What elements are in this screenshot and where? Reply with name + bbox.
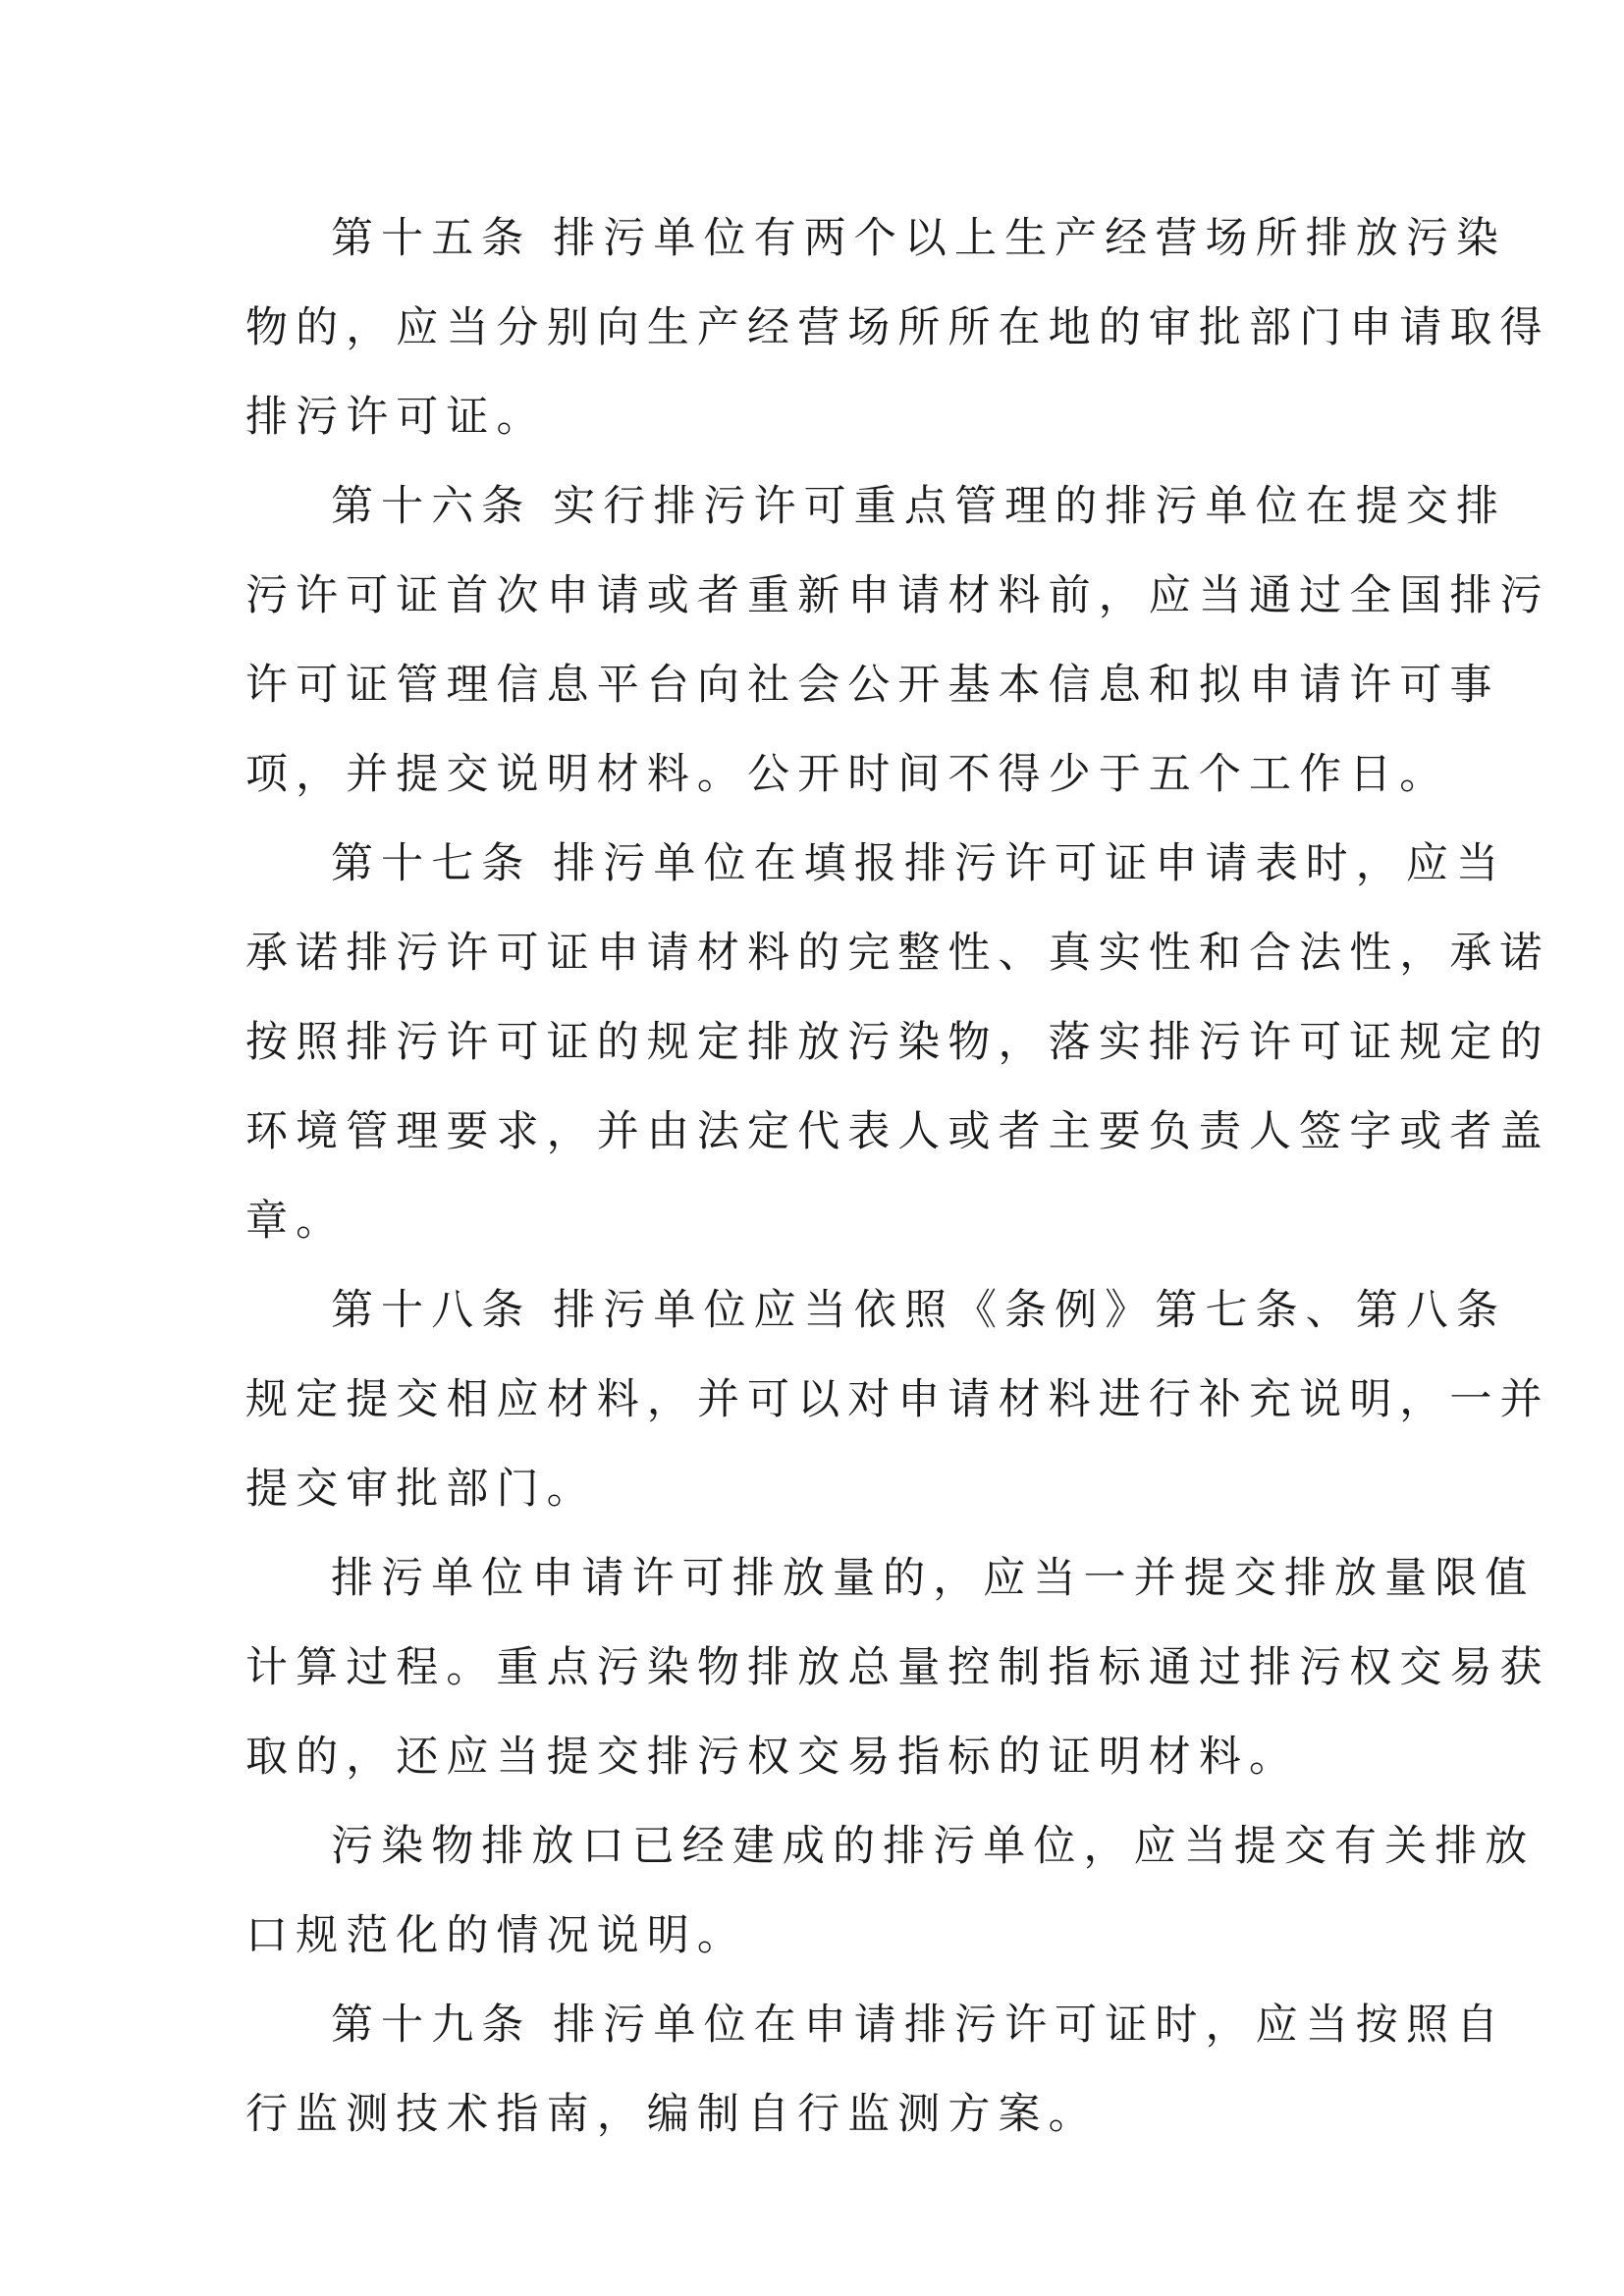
- article-17-line-1: 第十七条 排污单位在填报排污许可证申请表时，应当: [331, 839, 1507, 888]
- article-19-line-1: 第十九条 排污单位在申请排污许可证时，应当按照自: [331, 2001, 1507, 2050]
- article-18-para-2-line-3: 取的，还应当提交排污权交易指标的证明材料。: [245, 1733, 1300, 1782]
- article-16-line-1: 第十六条 实行排污许可重点管理的排污单位在提交排: [331, 482, 1507, 531]
- article-18-line-2: 规定提交相应材料，并可以对申请材料进行补充说明，一并: [245, 1375, 1550, 1424]
- article-15-line-3: 排污许可证。: [245, 393, 547, 442]
- article-15-line-1: 第十五条 排污单位有两个以上生产经营场所排放污染: [331, 214, 1507, 263]
- article-17-line-3: 按照排污许可证的规定排放污染物，落实排污许可证规定的: [245, 1018, 1550, 1067]
- article-19-line-2: 行监测技术指南，编制自行监测方案。: [245, 2090, 1099, 2139]
- article-17-line-5: 章。: [245, 1197, 347, 1246]
- article-15-line-2: 物的，应当分别向生产经营场所所在地的审批部门申请取得: [245, 303, 1550, 352]
- article-17-line-4: 环境管理要求，并由法定代表人或者主要负责人签字或者盖: [245, 1107, 1550, 1156]
- article-18-para-2-line-1: 排污单位申请许可排放量的，应当一并提交排放量限值: [331, 1554, 1536, 1603]
- article-18-line-3: 提交审批部门。: [245, 1465, 597, 1514]
- article-17-line-2: 承诺排污许可证申请材料的完整性、真实性和合法性，承诺: [245, 929, 1550, 978]
- article-18-para-2-line-2: 计算过程。重点污染物排放总量控制指标通过排污权交易获: [245, 1643, 1550, 1692]
- article-16-line-4: 项，并提交说明材料。公开时间不得少于五个工作日。: [245, 750, 1450, 799]
- article-16-line-3: 许可证管理信息平台向社会公开基本信息和拟申请许可事: [245, 661, 1500, 710]
- article-18-para-3-line-2: 口规范化的情况说明。: [245, 1911, 747, 1960]
- article-18-para-3-line-1: 污染物排放口已经建成的排污单位，应当提交有关排放: [331, 1822, 1536, 1871]
- article-16-line-2: 污许可证首次申请或者重新申请材料前，应当通过全国排污: [245, 571, 1550, 620]
- article-18-line-1: 第十八条 排污单位应当依照《条例》第七条、第八条: [331, 1286, 1507, 1335]
